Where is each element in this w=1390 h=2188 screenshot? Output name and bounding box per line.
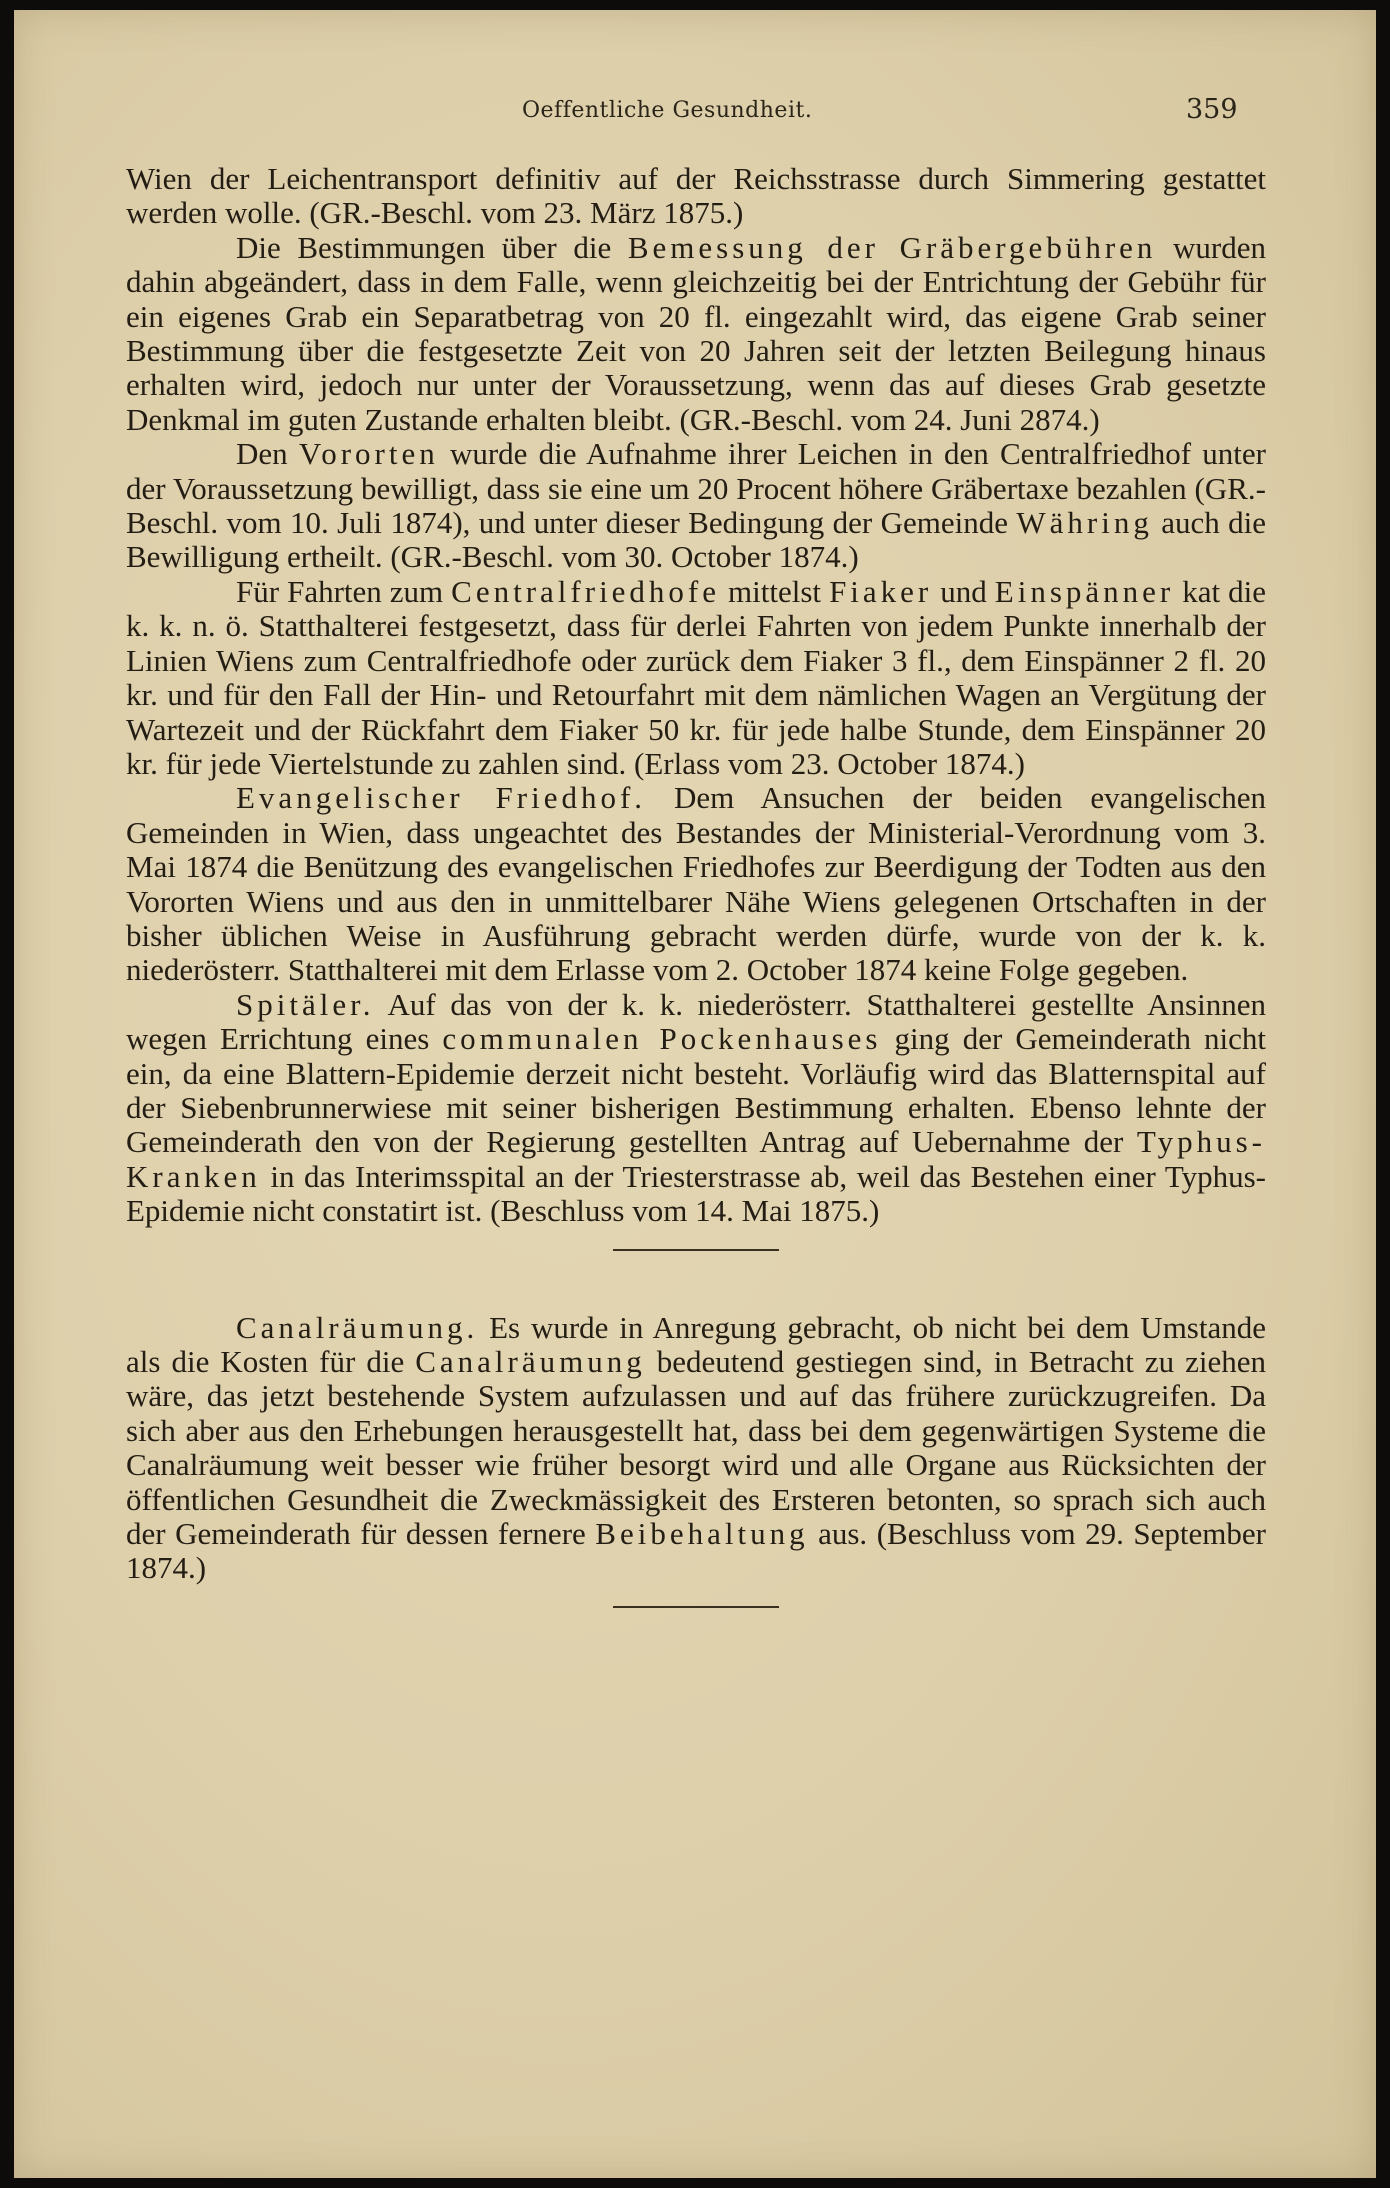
spaced-term: Typhus-Kranken <box>126 1124 1266 1194</box>
paragraph-graebergebuehren <box>126 231 1266 437</box>
paragraph-text: mittelst <box>720 573 830 609</box>
spaced-term: Währing <box>1016 505 1153 541</box>
section-heading: Canalräumung. <box>236 1309 479 1345</box>
paragraph-lead: Den <box>236 436 299 472</box>
paragraph-canalraeumung <box>126 1311 1266 1586</box>
paragraph-leichentransport <box>126 162 1266 231</box>
body-text <box>126 162 1266 1608</box>
running-title: Oeffentliche Gesundheit. <box>522 98 813 123</box>
paragraph-text: wurden dahin abgeändert, dass in dem Falle, wenn gleichzeitig bei der Entrichtung der Gebühr für ein eigenes Grab ein Separatbetrag von 20 fl. eingezahlt wird, das eigene Grab seiner Bestimmung über die festgesetzte Zeit von 20 Jahren seit der letzten Beilegung hinaus erhalten wird, jedoch nur unter der Voraussetzung, wenn das auf dieses Grab gesetzte Denkmal im guten Zustande erhalten bleibt. (GR.-Beschl. vom 24. Juni 2874.) <box>126 229 1266 437</box>
document-page <box>14 10 1376 2178</box>
paragraph-text: ging der Gemeinderath nicht ein, da eine Blattern-Epidemie derzeit nicht besteht. Vorläufig wird das Blatternspital auf der Siebenbrunnerwiese mit seiner bisherigen Bestimmung erhalten. Ebenso lehnte der Gemeinderath den von der Regierung gestellten Antrag auf Uebernahme der <box>126 1021 1266 1160</box>
paragraph-text: in das Interimsspital an der Triesterstrasse ab, weil das Bestehen einer Typhus-Epidemie nicht constatirt ist. (Beschluss vom 14. Mai 1875.) <box>126 1158 1266 1229</box>
paragraph-vororte <box>126 437 1266 575</box>
paragraph-text: Dem Ansuchen der beiden evangelischen Gemeinden in Wien, dass ungeachtet des Bestandes der Ministerial-Verordnung vom 3. Mai 1874 die Benützung des evangelischen Friedhofes zur Beerdigung der Todten aus den Vororten Wiens und aus den in unmittelbarer Nähe Wiens gelegenen Ortschaften in der bisher üblichen Weise in Ausführung gebracht werden dürfe, wurde von der k. k. niederösterr. Statthalterei mit dem Erlasse vom 2. October 1874 keine Folge gegeben. <box>126 780 1266 988</box>
paragraph-evangelischer-friedhof <box>126 781 1266 987</box>
page-header <box>14 94 1376 138</box>
paragraph-text: kat die k. k. n. ö. Statthalterei festgesetzt, dass für derlei Fahrten von jedem Punkte innerhalb der Linien Wiens zum Centralfriedhofe oder zurück dem Fiaker 3 fl., dem Einspänner 2 fl. 20 kr. und für den Fall der Hin- und Retourfahrt mit dem nämlichen Wagen an Vergütung der Wartezeit und der Rückfahrt dem Fiaker 50 kr. für jede halbe Stunde, dem Einspänner 20 kr. für jede Viertelstunde zu zahlen sind. (Erlass vom 23. October 1874.) <box>126 573 1267 781</box>
page-number: 359 <box>1186 94 1238 125</box>
paragraph-text: aus. (Beschluss vom 29. September 1874.) <box>126 1516 1266 1586</box>
paragraph-text: auch die Bewilligung ertheilt. (GR.-Beschl. vom 30. October 1874.) <box>126 505 1266 575</box>
paragraph-fahrten <box>126 575 1266 781</box>
paragraph-text: Es wurde in Anregung gebracht, ob nicht bei dem Umstande als die Kosten für die <box>126 1309 1266 1379</box>
spaced-term: Beibehaltung <box>595 1516 809 1552</box>
paragraph-text: und <box>932 573 995 609</box>
paragraph-text: Auf das von der k. k. niederösterr. Statthalterei gestellte Ansinnen wegen Errichtung eines <box>126 986 1266 1057</box>
paragraph-text: bedeutend gestiegen sind, in Betracht zu ziehen wäre, das jetzt bestehende System aufzulassen und auf das frühere zurückzugreifen. Da sich aber aus den Erhebungen herausgestellt hat, dass bei dem gegenwärtigen Systeme die Canalräumung weit besser wie früher besorgt wird und alle Organe aus Rücksichten der öffentlichen Gesundheit die Zweckmässigkeit des Ersteren betonten, so sprach sich auch der Gemeinderath für dessen fernere <box>126 1344 1267 1552</box>
paragraph-lead: Für Fahrten zum <box>236 573 452 609</box>
paragraph-text: wurde die Aufnahme ihrer Leichen in den Centralfriedhof unter der Voraussetzung bewilligt, dass sie eine um 20 Procent höhere Gräbertaxe bezahlen (GR.-Beschl. vom 10. Juli 1874), und unter dieser Bedingung der Gemeinde <box>126 436 1266 541</box>
spaced-term: Vororten <box>298 436 439 472</box>
section-divider-end <box>613 1606 779 1608</box>
spaced-term: Einspänner <box>994 573 1175 609</box>
spaced-term: Canalräumung <box>415 1344 646 1379</box>
spaced-term: communalen Pockenhauses <box>442 1021 882 1057</box>
spaced-term: Fiaker <box>829 573 933 609</box>
section-divider <box>613 1249 779 1251</box>
section-heading: Evangelischer Friedhof. <box>236 780 647 816</box>
spaced-term: Centralfriedhofe <box>451 573 721 609</box>
paragraph-lead: Die Bestimmungen über die <box>236 229 628 265</box>
section-heading: Spitäler. <box>236 986 375 1022</box>
paragraph-spitaeler <box>126 988 1266 1229</box>
paragraph-text: Wien der Leichentransport definitiv auf der Reichsstrasse durch Simmering gestattet werden wolle. (GR.-Beschl. vom 23. März 1875.) <box>126 161 1266 231</box>
spaced-term: Bemessung der Gräbergebühren <box>627 229 1157 265</box>
